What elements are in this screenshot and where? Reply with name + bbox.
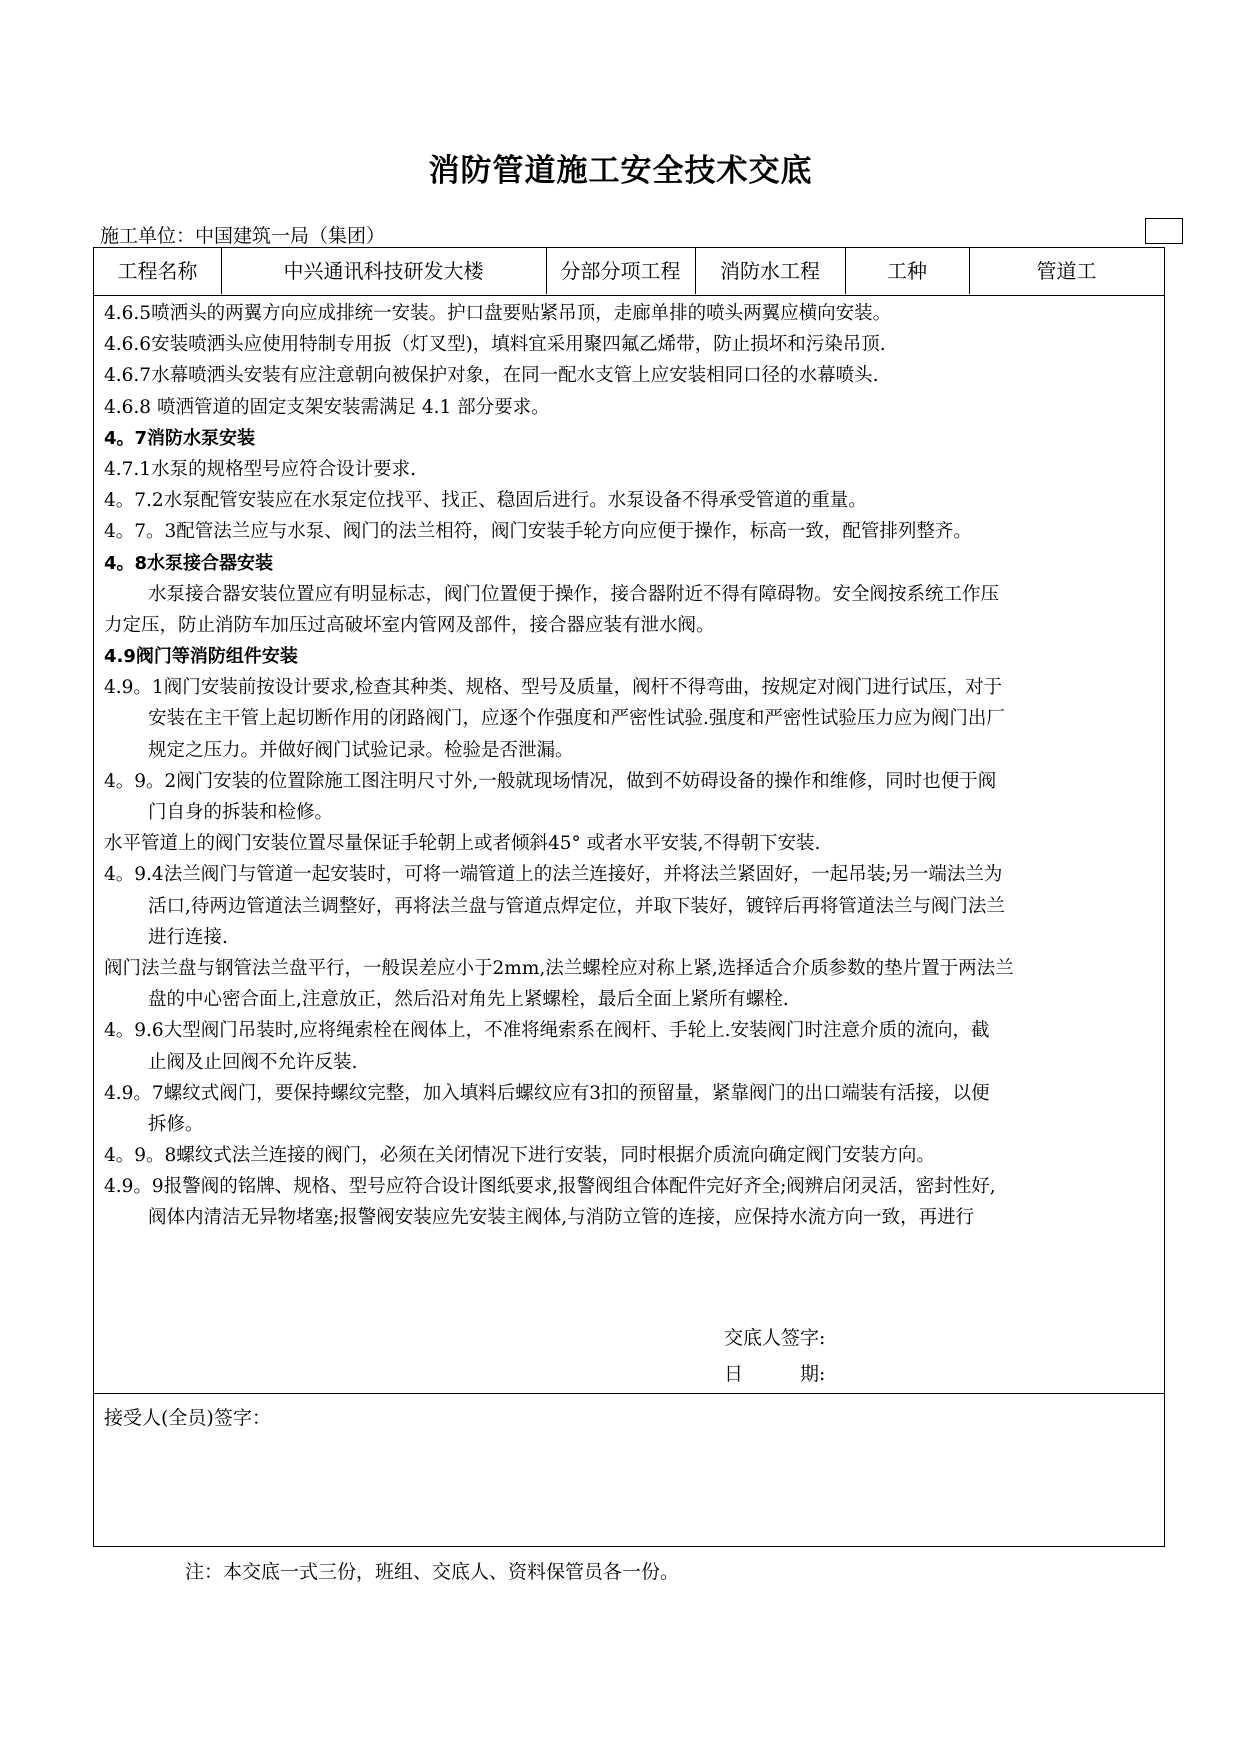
disclosure-table (93, 247, 1165, 1547)
page-title: 消防管道施工安全技术交底 (428, 153, 813, 189)
text-line: 4.6.6安装喷洒头应使用特制专用扳（灯叉型)，填料宜采用聚四氟乙烯带，防止损坏和污染吊顶. (104, 334, 886, 356)
text-line: 规定之压力。并做好阀门试验记录。检验是否泄漏。 (148, 739, 574, 761)
text-line: 活口,待两边管道法兰调整好，再将法兰盘与管道点焊定位，并取下装好，镀锌后再将管道法兰与阀门法兰 (148, 895, 1005, 917)
receiver-signature-label: 接受人(全员)签字： (104, 1407, 271, 1429)
text-line: 阀门法兰盘与钢管法兰盘平行，一般误差应小于2mm,法兰螺栓应对称上紧,选择适合介质参数的垫片置于两法兰 (104, 957, 1014, 979)
page-number-box (1145, 218, 1183, 244)
text-line: 4。9。2阀门安装的位置除施工图注明尺寸外,一般就现场情况，做到不妨碍设备的操作和维修，同时也便于阀 (104, 770, 997, 792)
text-line: 止阀及止回阀不允许反装. (148, 1051, 358, 1073)
project-name-value: 中兴通讯科技研发大楼 (283, 259, 484, 283)
text-line: 门自身的拆装和检修。 (148, 802, 334, 823)
header-row (94, 248, 1164, 296)
disclosure-content (104, 298, 1156, 1234)
text-line: 4。9.4法兰阀门与管道一起安装时，可将一端管道上的法兰连接好，并将法兰紧固好，一起吊装;另一端法兰为 (104, 864, 1003, 886)
text-line: 安装在主干管上起切断作用的闭路阀门，应逐个作强度和严密性试验.强度和严密性试验压力应为阀门出厂 (148, 708, 1005, 730)
text-line: 水泵接合器安装位置应有明显标志，阀门位置便于操作，接合器附近不得有障碍物。安全阀按系统工作压 (148, 583, 1000, 605)
sub-project-label: 分部分项工程 (560, 259, 681, 283)
footer-note: 注：本交底一式三份，班组、交底人、资料保管员各一份。 (185, 1561, 680, 1583)
text-line: 4.9。9报警阀的铭牌、规格、型号应符合设计图纸要求,报警阀组合体配件完好齐全;阀辨启闭灵活，密封性好, (104, 1176, 996, 1198)
text-line: 拆修。 (148, 1113, 204, 1135)
project-name-label: 工程名称 (117, 259, 198, 283)
text-line: 4.9。7螺纹式阀门，要保持螺纹完整，加入填料后螺纹应有3扣的预留量，紧靠阀门的出口端装有活接，以便 (104, 1082, 990, 1104)
discloser-signature-label: 交底人签字: (724, 1327, 826, 1349)
section-heading: 4.9阀门等消防组件安装 (104, 646, 298, 668)
text-line: 4。9。8螺纹式法兰连接的阀门，必须在关闭情况下进行安装，同时根据介质流向确定阀门安装方向。 (104, 1145, 935, 1167)
text-line: 盘的中心密合面上,注意放正，然后沿对角先上紧螺栓，最后全面上紧所有螺栓. (148, 989, 789, 1011)
text-line: 4。7。3配管法兰应与水泵、阀门的法兰相符，阀门安装手轮方向应便于操作，标高一致，配管排列整齐。 (104, 521, 972, 543)
text-line: 4。7.2水泵配管安装应在水泵定位找平、找正、稳固后进行。水泵设备不得承受管道的重量。 (104, 490, 867, 512)
trade-label: 工种 (887, 259, 927, 283)
text-line: 4.7.1水泵的规格型号应符合设计要求. (104, 458, 416, 480)
section-heading: 4。8水泵接合器安装 (104, 552, 274, 574)
divider (94, 1393, 1164, 1394)
section-heading: 4。7消防水泵安装 (104, 427, 256, 449)
construction-unit: 施工单位：中国建筑一局（集团） (100, 225, 386, 247)
text-line: 进行连接. (148, 926, 228, 948)
text-line: 4.9。1阀门安装前按设计要求,检查其种类、规格、型号及质量，阀杆不得弯曲，按规定对阀门进行试压，对于 (104, 677, 1003, 699)
text-line: 力定压，防止消防车加压过高破坏室内管网及部件，接合器应装有泄水阀。 (104, 614, 715, 636)
text-line: 4.6.5喷洒头的两翼方向应成排统一安装。护口盘要贴紧吊顶，走廊单排的喷头两翼应横向安装。 (104, 303, 892, 324)
text-line: 水平管道上的阀门安装位置尽量保证手轮朝上或者倾斜45° 或者水平安装,不得朝下安装. (104, 833, 821, 855)
text-line: 4。9.6大型阀门吊装时,应将绳索栓在阀体上，不准将绳索系在阀杆、手轮上.安装阀门时注意介质的流向，截 (104, 1020, 990, 1042)
text-line: 4.6.8 喷洒管道的固定支架安装需满足 4.1 部分要求。 (104, 396, 550, 418)
text-line: 阀体内清洁无异物堵塞;报警阀安装应先安装主阀体,与消防立管的连接，应保持水流方向一致，再进行 (148, 1207, 975, 1229)
date-label: 日 期: (724, 1363, 826, 1385)
sub-project-value: 消防水工程 (720, 259, 820, 283)
text-line: 4.6.7水幕喷洒头安装有应注意朝向被保护对象，在同一配水支管上应安装相同口径的水幕喷头. (104, 365, 879, 387)
trade-value: 管道工 (1036, 259, 1097, 283)
